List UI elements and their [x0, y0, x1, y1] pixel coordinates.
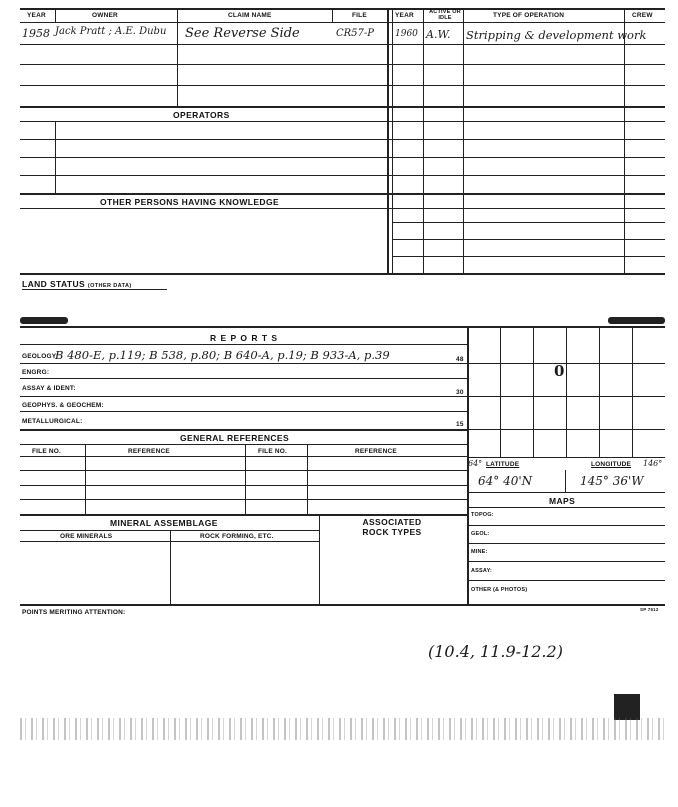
maps-mine: MINE: — [471, 549, 488, 555]
form-number: SP 7512 — [640, 607, 659, 612]
references-header-rule — [20, 456, 468, 457]
col-divider — [392, 8, 393, 273]
metallurgical-label: METALLURGICAL: — [22, 418, 83, 425]
row-rule — [20, 470, 468, 471]
header-bottom-rule — [20, 22, 665, 23]
land-status-label: LAND STATUS — [22, 279, 86, 289]
row-rule — [20, 157, 665, 158]
other-persons-title: OTHER PERSONS HAVING KNOWLEDGE — [100, 197, 280, 207]
row-rule — [467, 543, 665, 544]
scan-smudge — [608, 317, 665, 324]
entry-owner: Jack Pratt ; A.E. Dubu — [55, 26, 167, 37]
entry-year: 1958 — [22, 27, 50, 40]
header-file: FILE — [352, 12, 367, 19]
row-rule — [20, 175, 665, 176]
operators-rule — [20, 121, 665, 122]
row-rule — [467, 525, 665, 526]
row-rule — [20, 44, 665, 45]
references-rule — [20, 444, 468, 445]
col-divider — [177, 8, 178, 106]
header-active-or-idle: ACTIVE OR IDLE — [429, 9, 461, 21]
geophys-label: GEOPHYS. & GEOCHEM: — [22, 402, 104, 409]
row-rule — [20, 429, 468, 431]
num-15: 15 — [456, 421, 464, 428]
geology-label: GEOLOGY: — [22, 353, 59, 360]
scan-noise — [20, 718, 665, 740]
associated-rock-types-title: ASSOCIATED ROCK TYPES — [362, 517, 422, 537]
header-top-rule — [20, 8, 665, 10]
col-divider — [55, 8, 56, 22]
row-rule — [20, 378, 468, 379]
row-rule — [20, 64, 665, 65]
longitude-label: LONGITUDE — [591, 461, 632, 468]
header-crew: CREW — [632, 12, 653, 19]
ref-file-no-header: FILE NO. — [32, 448, 62, 455]
header-claim-name: CLAIM NAME — [228, 12, 272, 19]
latitude-label: LATITUDE — [486, 461, 520, 468]
row-rule — [467, 580, 665, 581]
row-rule — [20, 139, 665, 140]
col-divider — [624, 8, 625, 273]
mineral-assemblage-title: MINERAL ASSEMBLAGE — [110, 518, 218, 528]
scan-smudge — [20, 317, 68, 324]
row-rule — [20, 485, 468, 486]
num-30: 30 — [456, 389, 464, 396]
long-suffix: 146° — [643, 459, 663, 468]
entry-year-2: 1960 — [395, 29, 418, 39]
maps-geol: GEOL: — [471, 531, 490, 537]
maps-other: OTHER (& PHOTOS) — [471, 587, 528, 593]
assay-ident-label: ASSAY & IDENT: — [22, 385, 76, 392]
grid-row — [467, 363, 665, 364]
entry-file: CR57-P — [336, 28, 375, 39]
header-type-of-operation: TYPE OF OPERATION — [493, 12, 565, 19]
land-status-title — [22, 279, 132, 289]
entry-type-of-operation: Stripping & development work — [466, 28, 647, 42]
engrg-label: ENGRG: — [22, 369, 50, 376]
ref-file-no-header-2: FILE NO. — [258, 448, 288, 455]
grid-mark: 0 — [554, 362, 565, 380]
col-divider — [245, 444, 246, 514]
ref-reference-header-2: REFERENCE — [355, 448, 397, 455]
land-status-underline — [22, 289, 167, 290]
latitude-value: 64° 40'N — [478, 474, 533, 488]
maps-title: MAPS — [549, 496, 576, 506]
grid-row — [467, 396, 665, 397]
grid-col — [500, 326, 501, 457]
row-rule — [20, 514, 468, 516]
grid-row — [467, 429, 665, 430]
col-divider — [423, 8, 424, 273]
row-rule — [20, 411, 468, 412]
row-rule — [20, 106, 665, 108]
header-owner: OWNER — [92, 12, 118, 19]
land-status-sub: (OTHER DATA) — [87, 283, 132, 289]
col-divider — [307, 444, 308, 514]
grid-col — [632, 326, 633, 457]
scan-block — [614, 694, 640, 720]
col-divider — [85, 444, 86, 514]
row-rule — [20, 85, 665, 86]
operators-title: OPERATORS — [173, 110, 230, 120]
points-meriting-attention: POINTS MERITING ATTENTION: — [22, 609, 126, 616]
row-rule — [20, 499, 468, 500]
entry-claim-name: See Reverse Side — [185, 26, 300, 41]
col-divider — [387, 8, 389, 273]
grid-row — [467, 457, 665, 458]
header-year-2: YEAR — [395, 12, 414, 19]
col-divider — [332, 8, 333, 22]
general-references-title: GENERAL REFERENCES — [180, 433, 290, 443]
reports-top-rule — [20, 326, 665, 328]
row-rule — [467, 561, 665, 562]
ore-minerals-header: ORE MINERALS — [60, 533, 113, 540]
grid-col — [533, 326, 534, 457]
geology-value: B 480-E, p.119; B 538, p.80; B 640-A, p.19; B 933-A, p.39 — [55, 348, 390, 362]
lat-long-divider — [565, 470, 566, 492]
longitude-value: 145° 36'W — [580, 474, 644, 488]
reports-rule — [20, 344, 468, 345]
col-divider — [463, 8, 464, 273]
rock-forming-header: ROCK FORMING, ETC. — [200, 533, 274, 540]
other-persons-rule — [20, 208, 665, 209]
lat-prefix: 64° — [468, 459, 483, 468]
mineral-header-rule — [20, 541, 319, 542]
reports-title: R E P O R T S — [210, 333, 279, 343]
row-rule — [20, 363, 468, 364]
ref-reference-header: REFERENCE — [128, 448, 170, 455]
header-year: YEAR — [27, 12, 46, 19]
row-rule — [20, 273, 665, 275]
maps-topog: TOPOG: — [471, 512, 494, 518]
col-divider — [319, 514, 320, 604]
row-rule — [392, 222, 665, 223]
row-rule — [20, 396, 468, 397]
row-rule — [392, 256, 665, 257]
row-rule — [20, 193, 665, 195]
maps-rule — [467, 507, 665, 508]
lat-long-rule — [467, 492, 665, 493]
entry-active-or-idle: A.W. — [426, 28, 451, 41]
num-48: 48 — [456, 356, 464, 363]
grid-col — [599, 326, 600, 457]
row-rule — [392, 239, 665, 240]
page-annotation: (10.4, 11.9-12.2) — [428, 642, 563, 661]
maps-assay: ASSAY: — [471, 568, 493, 574]
grid-col — [566, 326, 567, 457]
bottom-rule — [20, 604, 665, 606]
